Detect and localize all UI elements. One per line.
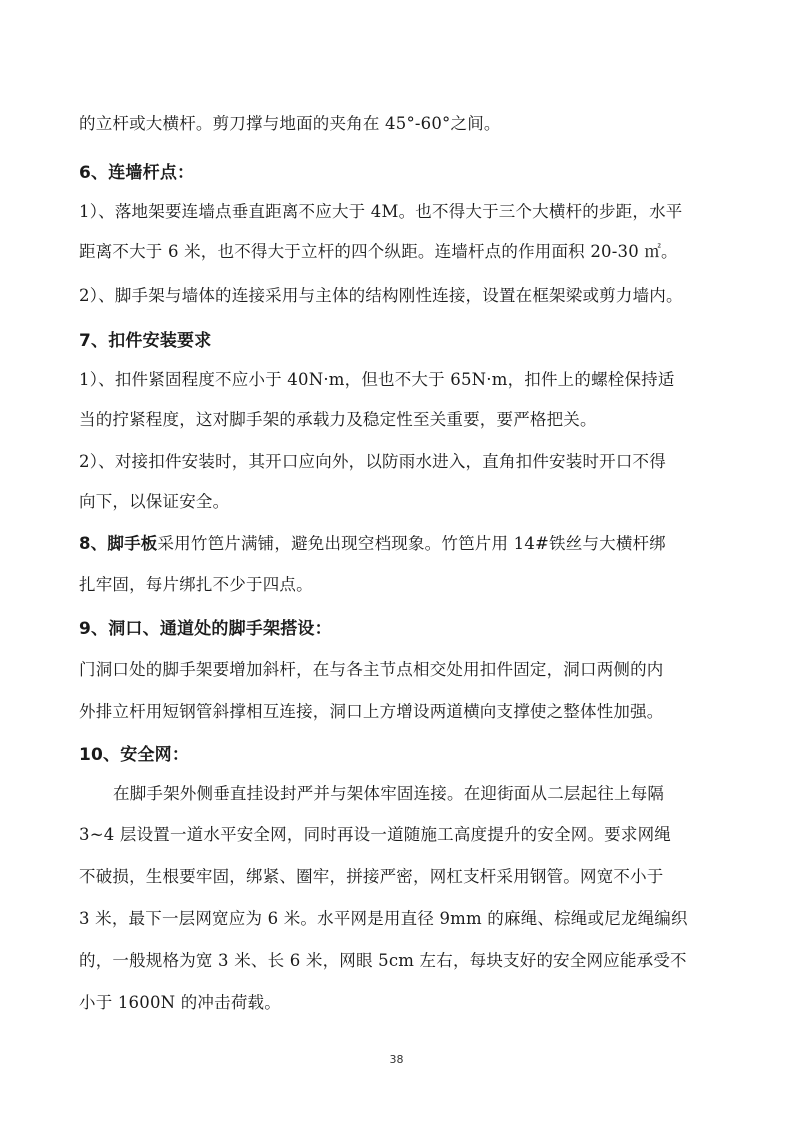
- text-line: 采用竹笆片满铺，避免出现空档现象。竹笆片用 14#铁丝与大横杆绑: [157, 534, 666, 553]
- text-line: 3 米，最下一层网宽应为 6 米。水平网是用直径 9mm 的麻绳、棕绳或尼龙绳编织: [79, 909, 688, 928]
- section-heading-6: 6、连墙杆点：: [79, 163, 195, 183]
- text-line: 门洞口处的脚手架要增加斜杆，在与各主节点相交处用扣件固定，洞口两侧的内: [79, 660, 664, 679]
- text-line: 扎牢固，每片绑扎不少于四点。: [79, 575, 313, 594]
- section-heading-10: 10、安全网：: [79, 745, 190, 765]
- text-line: 距离不大于 6 米，也不得大于立杆的四个纵距。连墙杆点的作用面积 20-30 ㎡。: [79, 242, 678, 261]
- text-line: 的立杆或大横杆。剪刀撑与地面的夹角在 45°-60°之间。: [79, 114, 501, 133]
- text-line: 2）、脚手架与墙体的连接采用与主体的结构刚性连接，设置在框架梁或剪力墙内。: [79, 286, 683, 305]
- text-line: 当的拧紧程度，这对脚手架的承载力及稳定性至关重要，要严格把关。: [79, 410, 597, 429]
- section-heading-8: 8、脚手板: [79, 534, 158, 553]
- text-line: 小于 1600N 的冲击荷载。: [79, 993, 281, 1012]
- text-line: 在脚手架外侧垂直挂设封严并与架体牢固连接。在迎街面从二层起往上每隔: [113, 784, 665, 803]
- text-line: 不破损，生根要牢固，绑紧、圈牢，拼接严密，网杠支杆采用钢管。网宽不小于: [79, 867, 664, 886]
- text-line: 向下，以保证安全。: [79, 492, 230, 511]
- text-line: 的，一般规格为宽 3 米、长 6 米，网眼 5cm 左右，每块支好的安全网应能承受不: [79, 951, 687, 970]
- text-line: 外排立杆用短钢管斜撑相互连接，洞口上方增设两道横向支撑使之整体性加强。: [79, 702, 664, 721]
- text-line: 1）、落地架要连墙点垂直距离不应大于 4M。也不得大于三个大横杆的步距，水平: [79, 202, 683, 221]
- section-heading-7: 7、扣件安装要求: [79, 331, 212, 351]
- text-line: 1）、扣件紧固程度不应小于 40N·m，但也不大于 65N·m，扣件上的螺栓保持适: [79, 370, 675, 389]
- text-line: 3~4 层设置一道水平安全网，同时再设一道随施工高度提升的安全网。要求网绳: [79, 825, 671, 844]
- section-heading-9: 9、洞口、通道处的脚手架搭设：: [79, 619, 332, 639]
- page-number: 38: [389, 1053, 404, 1066]
- text-line: 2）、对接扣件安装时，其开口应向外，以防雨水进入，直角扣件安装时开口不得: [79, 452, 666, 471]
- paragraph-8: [79, 530, 719, 554]
